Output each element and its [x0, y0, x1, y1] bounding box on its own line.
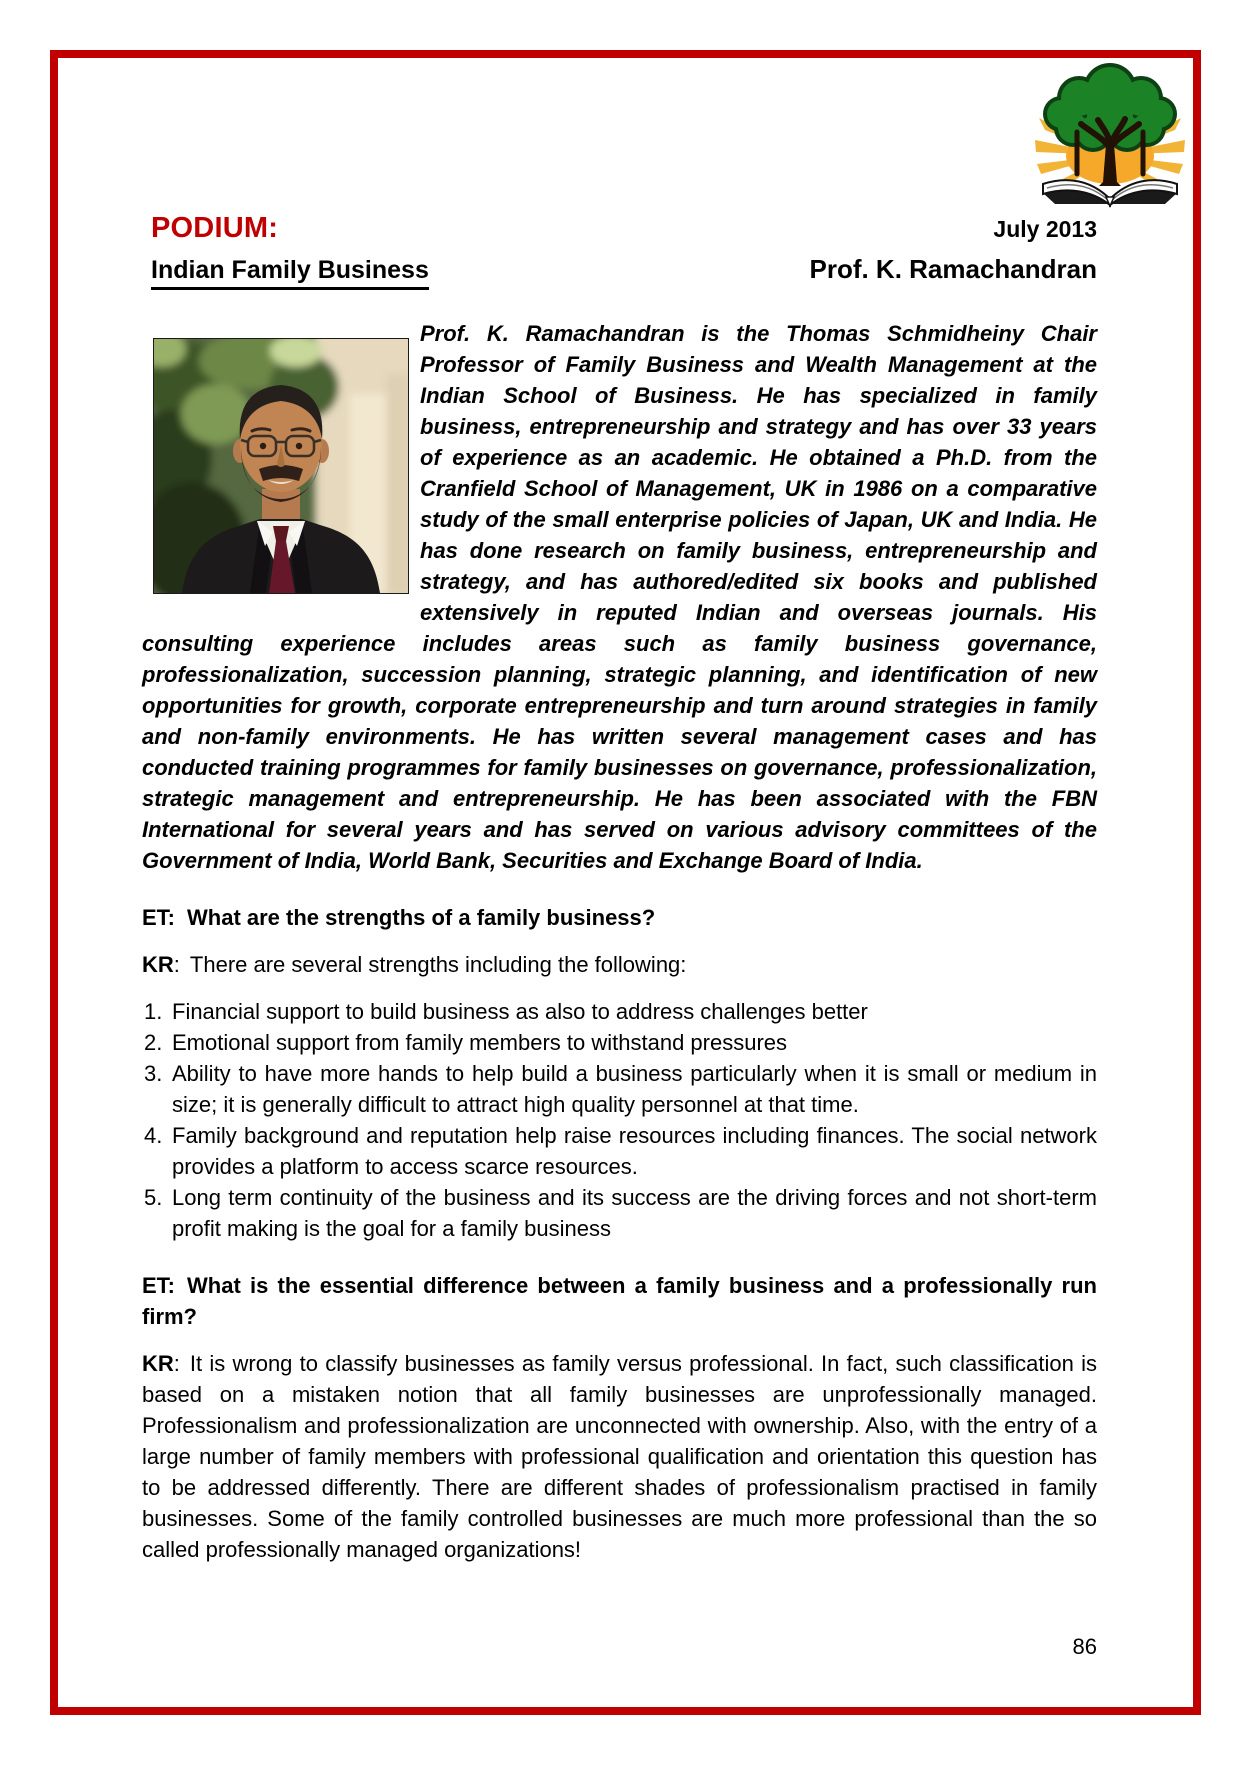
question-1 [142, 902, 1097, 933]
school-logo [1033, 60, 1187, 208]
list-item-text: Long term continuity of the business and its success are the driving forces and not short-term profit making is the goal for a family business [172, 1185, 1097, 1241]
list-item [142, 1120, 1097, 1182]
article-title: Indian Family Business [142, 256, 429, 290]
article-body [142, 318, 1097, 1565]
list-item [142, 1027, 1097, 1058]
list-item [142, 996, 1097, 1027]
header-row-2 [142, 254, 1097, 290]
bio-text: Prof. K. Ramachandran is the Thomas Schmidheiny Chair Professor of Family Business and Wealth Management at the Indian School of Business. He has specialized in family business, entrepreneurship and strategy and has over 33 years of experience as an academic. He obtained a Ph.D. from the Cranfield School of Management, UK in 1986 on a comparative study of the small enterprise policies of Japan, UK and India. He has done research on family business, entrepreneurship and strategy, and has authored/edited six books and published extensively in reputed Indian and overseas journals. His consulting experience includes areas such as family business governance, professionalization, succession planning, strategic planning, and identification of new opportunities for growth, corporate entrepreneurship and turn around strategies in family and non-family environments. He has written several management cases and has conducted training programmes for family businesses on governance, professionalization, strategic management and entrepreneurship. He has been associated with the FBN International for several years and has served on various advisory committees of the Government of India, World Bank, Securities and Exchange Board of India. [142, 321, 1097, 873]
list-item-number: 5. [144, 1185, 163, 1210]
professor-photo [153, 338, 409, 594]
question-2-speaker: ET: [142, 1273, 175, 1298]
list-item-text: Financial support to build business as also to address challenges better [172, 999, 868, 1024]
answer-2-colon: : [173, 1351, 180, 1376]
answer-2 [142, 1348, 1097, 1565]
list-item [142, 1182, 1097, 1244]
answer-2-text: It is wrong to classify businesses as family versus professional. In fact, such classification is based on a mistaken notion that all family businesses are unprofessionally managed. Professionalism and professionalization are unconnected with ownership. Also, with the entry of a large number of family members with professional qualification and orientation this question has to be addressed differently. There are different shades of professionalism practised in family businesses. Some of the family controlled businesses are much more professional than the so called professionally managed organizations! [142, 1351, 1097, 1562]
tree-book-logo-icon [1033, 60, 1187, 208]
section-label: PODIUM: [151, 212, 279, 244]
issue-date: July 2013 [993, 216, 1097, 242]
list-item-text: Ability to have more hands to help build a business particularly when it is small or medium in size; it is generally difficult to attract high quality personnel at that time. [172, 1061, 1097, 1117]
strengths-list [142, 996, 1097, 1244]
list-item-number: 4. [144, 1123, 163, 1148]
bio-paragraph [142, 318, 1097, 876]
question-1-text: What are the strengths of a family business? [187, 905, 656, 930]
header-row-1 [142, 212, 1097, 245]
list-item [142, 1058, 1097, 1120]
list-item-number: 3. [144, 1061, 163, 1086]
list-item-number: 2. [144, 1030, 163, 1055]
answer-1-colon: : [173, 952, 180, 977]
answer-1 [142, 949, 1097, 980]
page-number: 86 [1072, 1634, 1097, 1659]
list-item-text: Family background and reputation help raise resources including finances. The social network provides a platform to access scarce resources. [172, 1123, 1097, 1179]
question-2-text: What is the essential difference between a family business and a professionally run firm? [142, 1273, 1097, 1329]
question-1-speaker: ET: [142, 905, 175, 930]
question-2 [142, 1270, 1097, 1332]
answer-1-speaker: KR [142, 952, 174, 977]
portrait-photo-image [154, 339, 408, 593]
answer-1-text: There are several strengths including the following: [189, 952, 687, 977]
page-header [142, 212, 1097, 290]
author-name: Prof. K. Ramachandran [809, 254, 1097, 284]
list-item-number: 1. [144, 999, 163, 1024]
answer-2-speaker: KR [142, 1351, 174, 1376]
list-item-text: Emotional support from family members to withstand pressures [172, 1030, 788, 1055]
